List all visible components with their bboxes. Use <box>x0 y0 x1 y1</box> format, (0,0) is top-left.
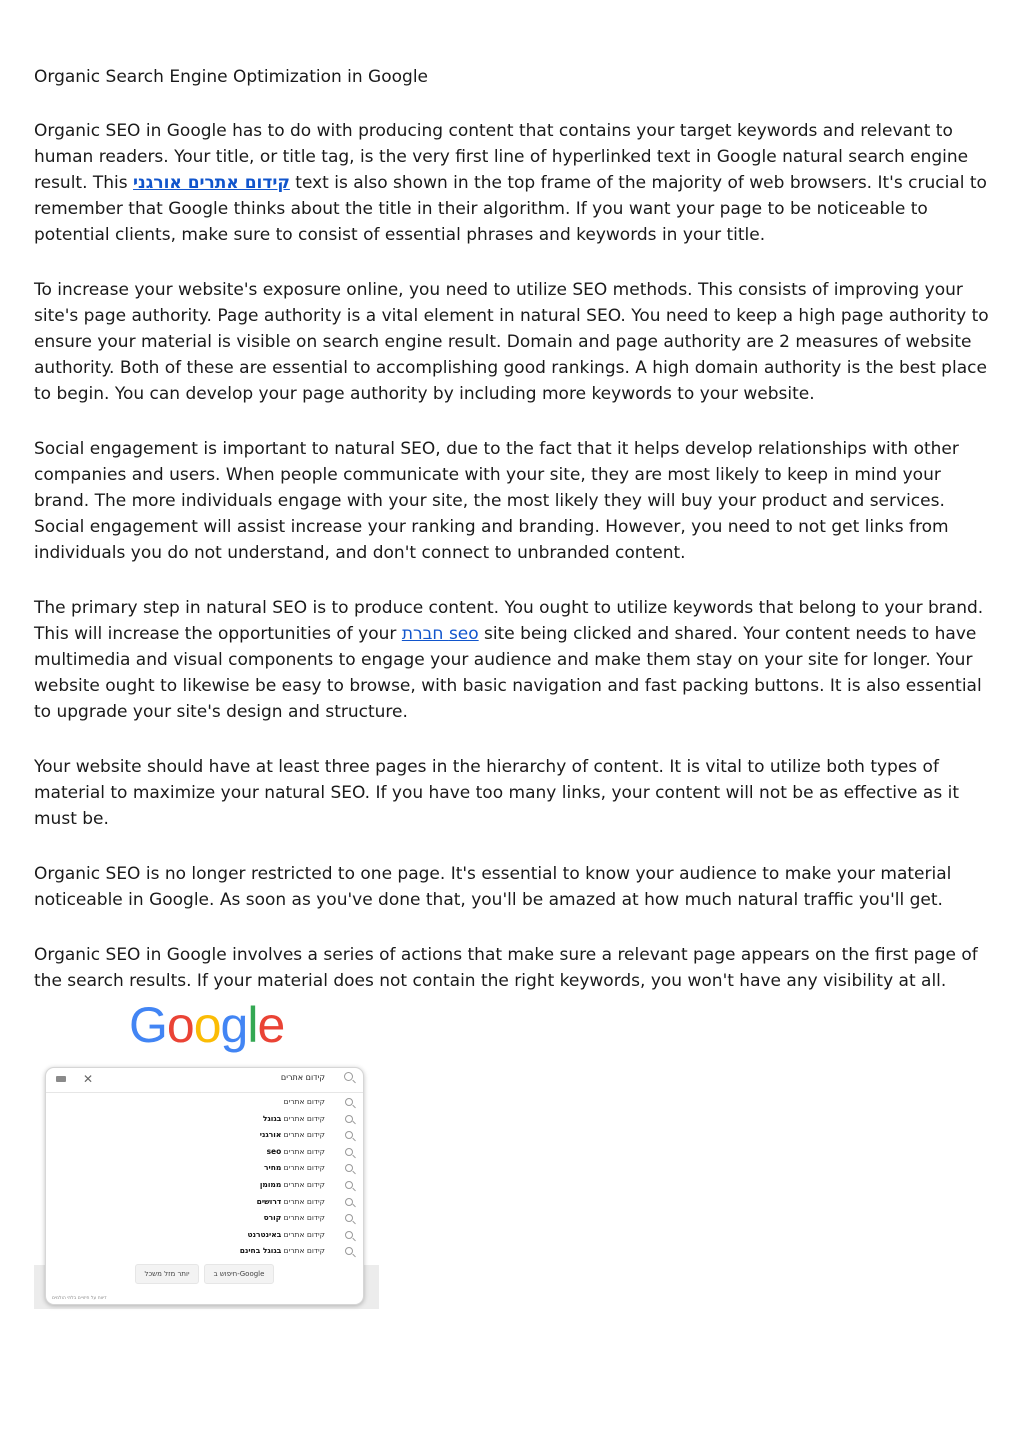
suggestion-item[interactable] <box>46 1144 363 1160</box>
search-icon <box>345 1231 353 1239</box>
paragraph-4-text-a: The primary step in natural SEO is to produce content. You ought to utilize keywords that belong to your brand. This will increase the opportunities of your <box>34 598 984 644</box>
suggestion-text <box>264 1163 325 1172</box>
suggestion-text <box>284 1097 325 1106</box>
suggestion-text <box>240 1246 325 1255</box>
search-icon <box>345 1148 353 1156</box>
suggestion-base: קידום אתרים <box>283 1213 325 1223</box>
suggestion-text <box>248 1230 325 1239</box>
paragraph-5: Your website should have at least three pages in the hierarchy of content. It is vital to utilize both types of material to maximize your natural SEO. If you have too many links, your content will not be as effective as it must be. <box>34 757 959 829</box>
suggestion-base: קידום אתרים <box>283 1097 325 1106</box>
close-icon[interactable]: ✕ <box>83 1072 94 1086</box>
suggestion-item[interactable] <box>46 1094 363 1110</box>
suggestion-completion: באינטרנט <box>247 1229 282 1239</box>
document-title: Organic Search Engine Optimization in Google <box>34 67 429 87</box>
suggestion-text <box>260 1130 325 1139</box>
search-icon <box>344 1072 353 1081</box>
suggestion-base: קידום אתרים <box>283 1130 325 1140</box>
suggestion-text <box>264 1213 325 1222</box>
suggestion-text <box>263 1114 325 1123</box>
google-logo <box>129 995 284 1055</box>
suggestion-item[interactable] <box>46 1210 363 1226</box>
google-logo-letter: o <box>166 997 194 1053</box>
search-dropdown <box>45 1067 364 1305</box>
suggestion-item[interactable] <box>46 1111 363 1127</box>
google-logo-letter: l <box>247 997 258 1053</box>
organic-seo-hebrew-link[interactable]: קידום אתרים אורגני <box>133 173 290 193</box>
paragraph-1-text-a: Organic SEO in Google has to do with producing content that contains your target keywords and relevant to human readers. Your title, or title tag, is the very first line of hyperlinked text in Google natural search engine result. This <box>34 121 969 193</box>
suggestion-completion: אורגני <box>259 1130 282 1140</box>
google-logo-letter: o <box>193 997 221 1053</box>
paragraph-3: Social engagement is important to natural SEO, due to the fact that it helps develop relationships with other companies and users. When people communicate with your site, they are most likely to keep in mind your brand. The more individuals engage with your site, the most likely they will buy your product and services. Social engagement will assist increase your ranking and branding. However, you need to not get links from individuals you do not understand, and don't connect to unbranded content. <box>34 439 959 563</box>
search-icon <box>345 1131 353 1139</box>
google-search-screenshot <box>34 995 379 1309</box>
search-icon <box>345 1115 353 1123</box>
search-input[interactable] <box>46 1068 363 1093</box>
feeling-lucky-button[interactable]: יותר מזל משכל <box>135 1264 199 1284</box>
suggestion-base: קידום אתרים <box>283 1163 325 1173</box>
suggestion-item[interactable] <box>46 1227 363 1243</box>
google-logo-letter: g <box>220 997 248 1053</box>
suggestion-item[interactable] <box>46 1127 363 1143</box>
keyboard-icon[interactable] <box>56 1076 66 1082</box>
paragraph-1 <box>34 118 994 248</box>
google-logo-letter: G <box>129 997 167 1053</box>
suggestion-completion: ממומן <box>259 1180 282 1189</box>
search-icon <box>345 1198 353 1206</box>
suggestion-base: קידום אתרים <box>283 1196 325 1206</box>
suggestion-base: קידום אתרים <box>283 1146 325 1156</box>
paragraph-7: Organic SEO in Google involves a series of actions that make sure a relevant page appears on the first page of the search results. If your material does not contain the right keywords, you won't have any visibility at all. <box>34 945 978 991</box>
suggestion-base: קידום אתרים <box>283 1229 325 1239</box>
suggestion-completion: בגוגל <box>262 1113 282 1123</box>
suggestion-item[interactable] <box>46 1177 363 1193</box>
google-logo-letter: e <box>257 997 285 1053</box>
suggestion-text <box>257 1197 325 1206</box>
suggestion-completion: קורס <box>263 1213 282 1223</box>
search-icon <box>345 1164 353 1172</box>
search-query: קידום אתרים <box>280 1073 325 1082</box>
search-icon <box>345 1214 353 1222</box>
suggestion-completion: מחיר <box>263 1163 282 1173</box>
suggestion-item[interactable] <box>46 1243 363 1259</box>
suggestion-base: קידום אתרים <box>283 1180 325 1189</box>
suggestion-item[interactable] <box>46 1194 363 1210</box>
suggestion-completion: בגוגל בחינם <box>239 1246 282 1256</box>
suggestion-completion: דרושים <box>256 1196 282 1206</box>
search-icon <box>345 1181 353 1189</box>
paragraph-1-text-b: text is also shown in the top frame of the majority of web browsers. It's crucial to remember that Google thinks about the title in their algorithm. If you want your page to be noticeable to potential clients, make sure to consist of essential phrases and keywords in your title. <box>34 173 987 245</box>
paragraph-4-text-b: site being clicked and shared. Your content needs to have multimedia and visual components to engage your audience and make them stay on your site for longer. Your website ought to likewise be easy to browse, with basic navigation and fast packing buttons. It is also essential to upgrade your site's design and structure. <box>34 624 982 722</box>
seo-company-hebrew-link[interactable]: seo חברת <box>401 624 479 644</box>
report-predictions-link[interactable]: דיווח על חיזויים בלתי הולמים <box>52 1296 107 1301</box>
suggestion-completion: seo <box>266 1146 282 1156</box>
google-search-button[interactable]: חיפוש ב-Google <box>204 1264 274 1284</box>
suggestion-item[interactable] <box>46 1160 363 1176</box>
paragraph-6: Organic SEO is no longer restricted to one page. It's essential to know your audience to make your material noticeable in Google. As soon as you've done that, you'll be amazed at how much natural traffic you'll get. <box>34 864 952 910</box>
search-icon <box>345 1098 353 1106</box>
suggestion-base: קידום אתרים <box>283 1113 325 1123</box>
suggestion-base: קידום אתרים <box>283 1246 325 1256</box>
paragraph-4 <box>34 595 994 725</box>
suggestion-text <box>260 1180 325 1189</box>
suggestion-text <box>267 1147 325 1156</box>
search-icon <box>345 1247 353 1255</box>
paragraph-2: To increase your website's exposure online, you need to utilize SEO methods. This consists of improving your site's page authority. Page authority is a vital element in natural SEO. You need to keep a high page authority to ensure your material is visible on search engine result. Domain and page authority are 2 measures of website authority. Both of these are essential to accomplishing good rankings. A high domain authority is the best place to begin. You can develop your page authority by including more keywords to your website. <box>34 280 989 404</box>
document-body <box>34 64 994 1023</box>
